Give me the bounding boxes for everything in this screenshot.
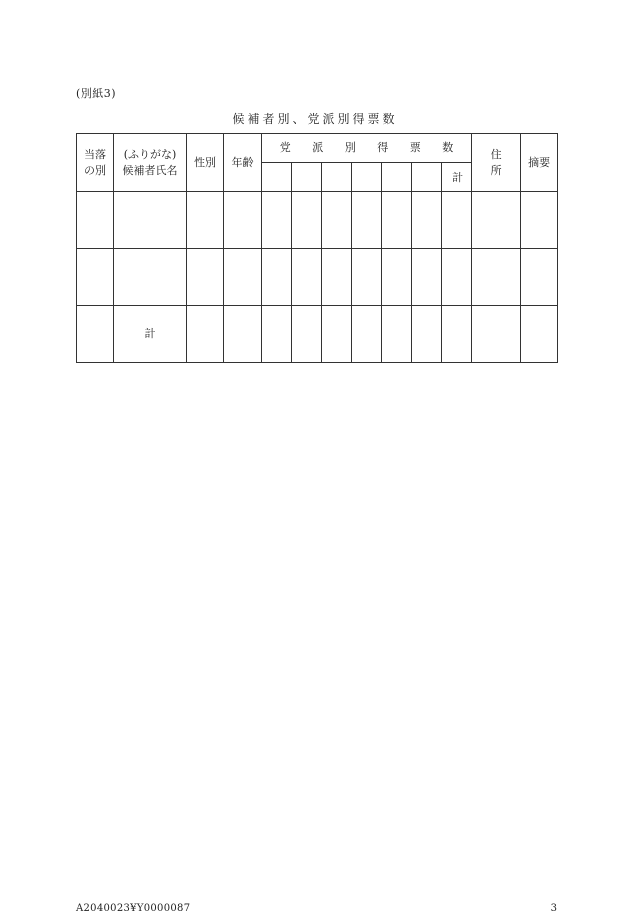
header-furigana: (ふりがな) (123, 147, 177, 161)
cell (187, 306, 224, 363)
header-party-3 (322, 163, 352, 192)
header-address: 住 所 (472, 134, 521, 192)
cell (262, 192, 292, 249)
cell (352, 192, 382, 249)
cell (382, 306, 412, 363)
header-result (77, 134, 114, 192)
cell (187, 192, 224, 249)
cell (292, 249, 322, 306)
cell (472, 249, 521, 306)
header-party-6 (412, 163, 442, 192)
header-age: 年齢 (224, 134, 262, 192)
cell (224, 249, 262, 306)
header-party-1 (262, 163, 292, 192)
cell (442, 192, 472, 249)
page-number: 3 (550, 903, 557, 914)
header-gender: 性別 (187, 134, 224, 192)
header-party-votes: 党 派 別 得 票 数 (262, 134, 472, 163)
total-row-label: 計 (114, 306, 187, 363)
cell (322, 306, 352, 363)
vote-count-table (76, 133, 558, 363)
document-title: 候補者別、党派別得票数 (232, 112, 398, 126)
header-party-total: 計 (442, 163, 472, 192)
cell (412, 192, 442, 249)
header-notes: 摘要 (521, 134, 558, 192)
table-row (77, 249, 558, 306)
header-party-4 (352, 163, 382, 192)
cell (322, 192, 352, 249)
cell (521, 306, 558, 363)
cell (472, 306, 521, 363)
cell (352, 249, 382, 306)
cell (412, 249, 442, 306)
cell (262, 306, 292, 363)
cell (382, 249, 412, 306)
cell (77, 249, 114, 306)
header-party-2 (292, 163, 322, 192)
cell (521, 249, 558, 306)
cell (292, 192, 322, 249)
cell (442, 249, 472, 306)
cell (224, 192, 262, 249)
cell (224, 306, 262, 363)
cell (262, 249, 292, 306)
cell (114, 192, 187, 249)
header-candidate (114, 134, 187, 192)
cell (292, 306, 322, 363)
cell (442, 306, 472, 363)
header-result-line1: 当落 (84, 147, 106, 161)
cell (472, 192, 521, 249)
table-row (77, 192, 558, 249)
header-result-line2: の別 (84, 163, 106, 177)
footer-document-code: A2040023¥Y0000087 (76, 903, 191, 914)
cell (114, 249, 187, 306)
cell (521, 192, 558, 249)
cell (352, 306, 382, 363)
cell (77, 306, 114, 363)
header-party-5 (382, 163, 412, 192)
attachment-label: (別紙3) (76, 87, 117, 100)
header-candidate-name: 候補者氏名 (122, 163, 178, 177)
cell (77, 192, 114, 249)
cell (187, 249, 224, 306)
cell (322, 249, 352, 306)
total-row (77, 306, 558, 363)
cell (382, 192, 412, 249)
cell (412, 306, 442, 363)
